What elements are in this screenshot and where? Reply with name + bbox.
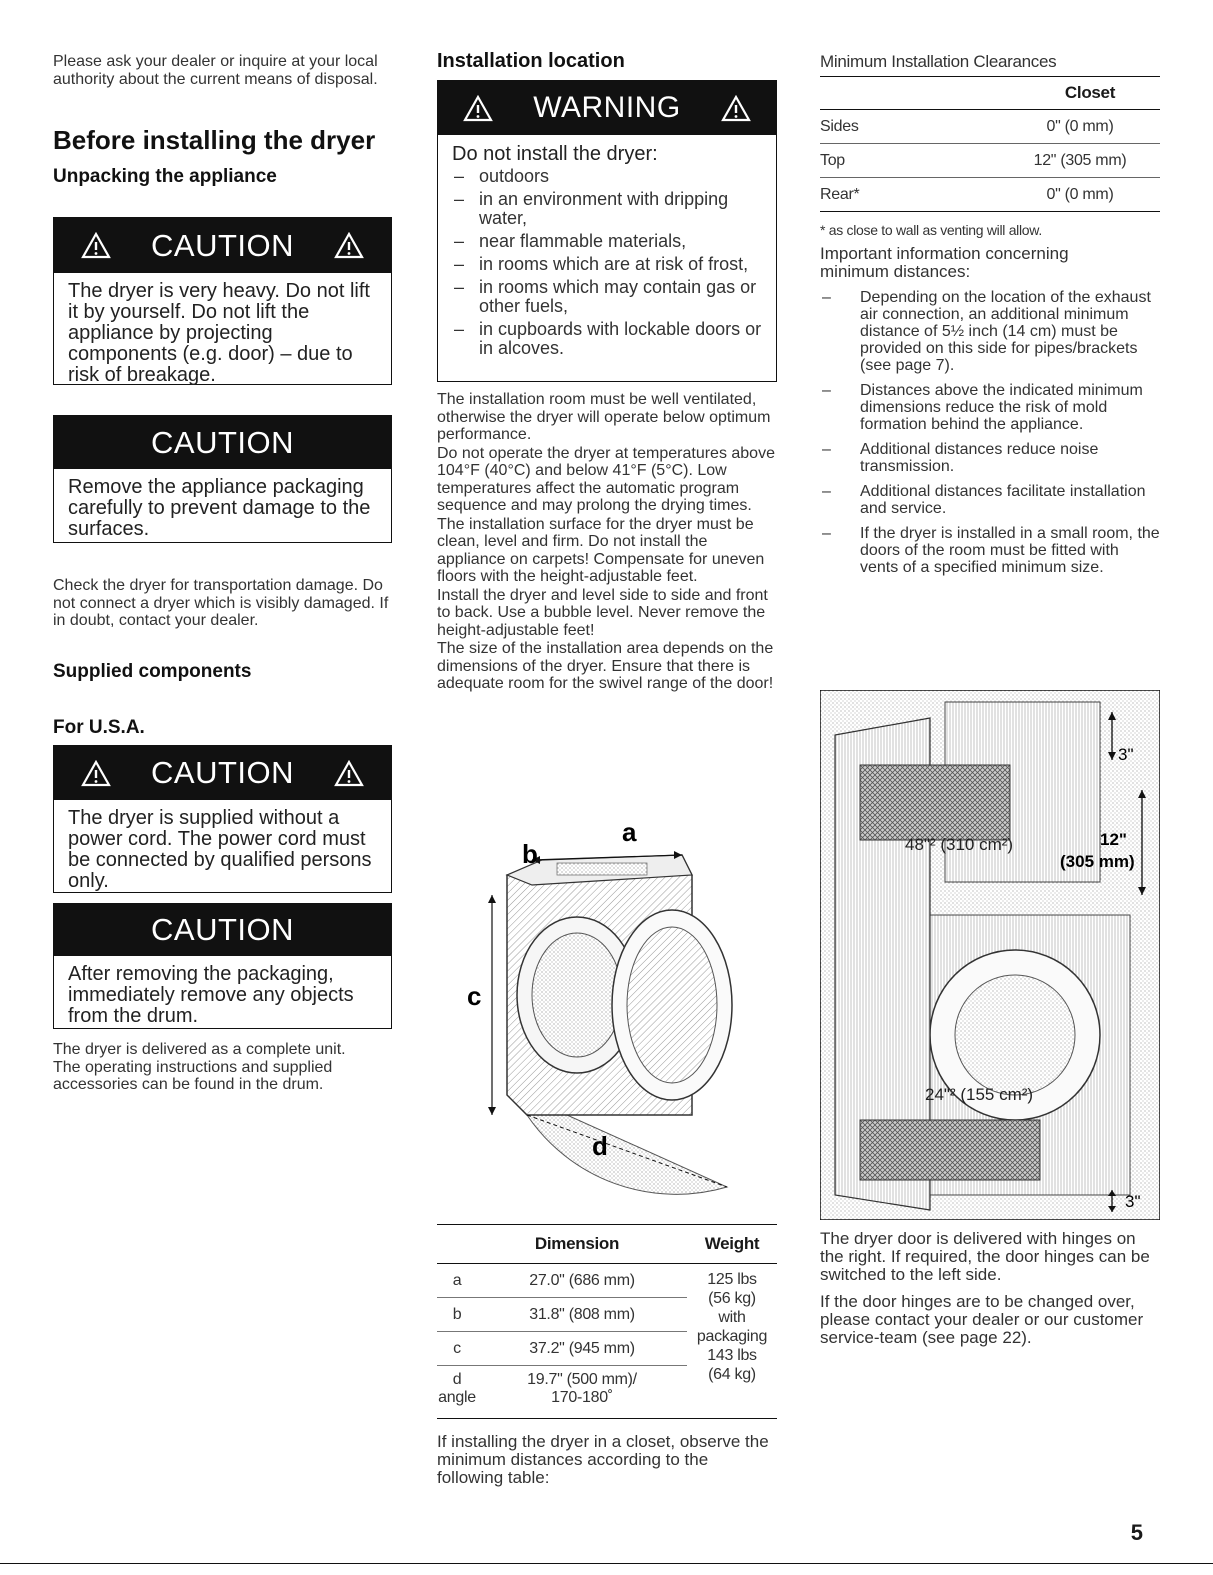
- table-row: c 37.2" (945 mm): [437, 1332, 687, 1366]
- disposal-text: Please ask your dealer or inquire at your local authority about the current means of disposal.: [53, 53, 378, 88]
- list-item: – in an environment with dripping water,: [452, 190, 768, 228]
- installation-location-heading: Installation location: [437, 50, 625, 72]
- table-header-row: [437, 1225, 777, 1264]
- list-item: – near flammable materials,: [452, 232, 768, 251]
- caution-box-heavy: [53, 217, 392, 385]
- paragraph: The installation surface for the dryer must be clean, level and firm. Do not install the appliance on carpets! Compensate for uneven floors with the height-adjustable feet.: [437, 515, 765, 585]
- table-row: Top 12" (305 mm): [820, 144, 1160, 178]
- installation-paragraphs: [437, 391, 779, 693]
- paragraph: Install the dryer and level side to side and front to back. Use a bubble level. Never remove the height-adjustable feet!: [437, 586, 768, 639]
- top-gap-label: 3": [1118, 745, 1134, 764]
- caution-banner: [54, 218, 391, 273]
- caution-text: The dryer is very heavy. Do not lift it by yourself. Do not lift the appliance by projecting components (e.g. door) – due to risk of breakage.: [68, 280, 370, 386]
- column-header: Dimension: [534, 1234, 620, 1253]
- transport-damage-text: Check the dryer for transportation damage. Do not connect a dryer which is visibly damaged. If in doubt, contact your dealer.: [53, 577, 389, 629]
- column-header: Closet: [1064, 83, 1116, 102]
- caution-title: CAUTION: [151, 755, 294, 790]
- list-item: – If the dryer is installed in a small room, the doors of the room must be fitted with vents of a specified minimum size.: [820, 525, 1160, 576]
- vent-bottom-label: 24"² (155 cm²): [925, 1085, 1034, 1104]
- table-row: Rear* 0" (0 mm): [820, 178, 1160, 212]
- warning-title: WARNING: [533, 91, 681, 124]
- unpacking-heading: Unpacking the appliance: [53, 166, 277, 187]
- dimension-table: [437, 1224, 777, 1419]
- paragraph: The installation room must be well ventilated, otherwise the dryer will operate below optimum performance.: [437, 391, 771, 443]
- list-item: – in rooms which may contain gas or other fuels,: [452, 278, 768, 316]
- caution-text: The dryer is supplied without a power cord. The power cord must be connected by qualified persons only.: [68, 807, 372, 892]
- top-clearance-inch-label: 12": [1100, 830, 1127, 849]
- warning-triangle-icon: [334, 760, 364, 787]
- bottom-gap-label: 3": [1125, 1192, 1141, 1211]
- caution-text: Remove the appliance packaging carefully to prevent damage to the surfaces.: [68, 476, 371, 540]
- list-item: – in cupboards with lockable doors or in alcoves.: [452, 320, 768, 358]
- caution-banner: [54, 416, 391, 469]
- paragraph: The size of the installation area depends on the dimensions of the dryer. Ensure that there is adequate room for the swivel range of the door!: [437, 640, 774, 692]
- top-clearance-mm-label: (305 mm): [1060, 852, 1135, 871]
- paragraph: Do not operate the dryer at temperatures above 104°F (40°C) and below 41°F (5°C). Low temperatures affect the automatic program sequence and may prolong the drying times.: [437, 444, 775, 514]
- table-row: d angle 19.7" (500 mm)/ 170-180˚: [438, 1371, 637, 1406]
- caution-box-power-cord: [53, 745, 392, 893]
- warning-triangle-icon: [81, 232, 111, 259]
- warning-box: [437, 80, 777, 382]
- usa-heading: For U.S.A.: [53, 717, 145, 738]
- warning-list: [452, 167, 768, 358]
- warning-triangle-icon: [721, 95, 751, 122]
- dryer-dimension-illustration: [437, 815, 777, 1210]
- list-item: – Additional distances reduce noise transmission.: [820, 441, 1160, 475]
- warning-triangle-icon: [334, 232, 364, 259]
- list-item: – in rooms which are at risk of frost,: [452, 255, 768, 274]
- caution-banner: [54, 904, 391, 956]
- supplied-components-heading: Supplied components: [53, 661, 252, 682]
- list-item: – outdoors: [452, 167, 768, 186]
- clearances-table: [820, 76, 1160, 212]
- caution-title: CAUTION: [151, 227, 294, 263]
- column-header: Weight: [704, 1234, 760, 1253]
- list-item: – Depending on the location of the exhaust air connection, an additional minimum distance of 5½ inch (14 cm) must be provided on this side for pipes/brackets (see page 7).: [820, 289, 1160, 374]
- table-row: b 31.8" (808 mm): [437, 1298, 687, 1332]
- weight-column: 125 lbs (56 kg) with packaging 143 lbs (64 kg): [696, 1271, 768, 1383]
- dimension-label-b: b: [522, 839, 538, 869]
- warning-lead: Do not install the dryer:: [452, 143, 658, 165]
- caution-box-packaging: [53, 415, 392, 543]
- footnote: * as close to wall as venting will allow.: [820, 222, 1042, 238]
- delivered-text: The dryer is delivered as a complete unit. The operating instructions and supplied accessories can be found in the drum.: [53, 1041, 346, 1093]
- table-row: Sides 0" (0 mm): [820, 110, 1160, 144]
- caution-banner: [54, 746, 391, 800]
- vent-top-label: 48"² (310 cm²): [905, 835, 1014, 854]
- list-item: – Additional distances facilitate installation and service.: [820, 483, 1160, 517]
- customer-service-text: If the door hinges are to be changed over, please contact your dealer or our customer service-team (see page 22).: [820, 1292, 1144, 1347]
- caution-title: CAUTION: [151, 424, 294, 460]
- closet-intro-text: If installing the dryer in a closet, observe the minimum distances according to the following table:: [437, 1432, 769, 1487]
- list-item: – Distances above the indicated minimum dimensions reduce the risk of mold formation behind the appliance.: [820, 382, 1160, 433]
- warning-banner: [438, 81, 776, 135]
- caution-title: CAUTION: [151, 912, 294, 947]
- distance-notes-list: [820, 289, 1160, 584]
- door-hinges-text: The dryer door is delivered with hinges on the right. If required, the door hinges can be switched to the left side.: [820, 1229, 1150, 1284]
- dimension-label-a: a: [622, 817, 637, 847]
- footer-rule: [0, 1563, 1213, 1564]
- dimension-label-c: c: [467, 981, 482, 1011]
- table-row: a 27.0" (686 mm): [437, 1264, 687, 1298]
- important-lead: Important information concerning minimum distances:: [820, 244, 1069, 281]
- closet-clearance-illustration: [820, 690, 1160, 1220]
- page-number: 5: [1130, 1520, 1143, 1545]
- section-heading: Before installing the dryer: [53, 125, 376, 155]
- warning-triangle-icon: [463, 95, 493, 122]
- warning-triangle-icon: [81, 760, 111, 787]
- caution-box-drum: [53, 903, 392, 1029]
- caution-text: After removing the packaging, immediately remove any objects from the drum.: [68, 963, 354, 1027]
- dimension-label-d: d: [592, 1131, 608, 1161]
- clearances-table-title: Minimum Installation Clearances: [820, 52, 1057, 71]
